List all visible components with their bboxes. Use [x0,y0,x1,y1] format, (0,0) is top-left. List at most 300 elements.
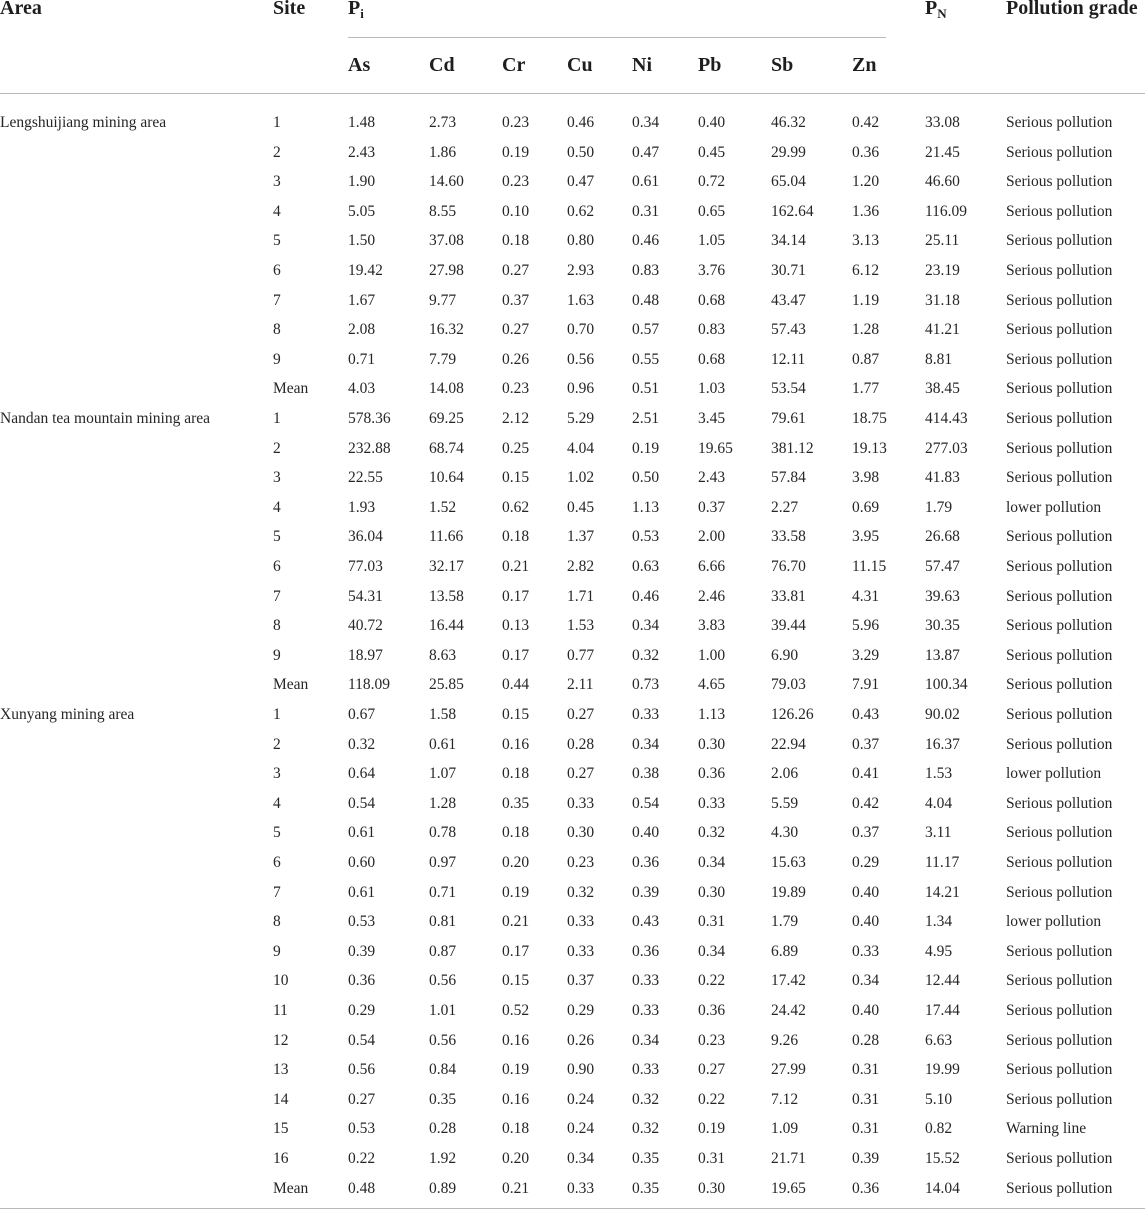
cell-pn: 277.03 [925,439,968,457]
header-site: Site [273,0,306,19]
cell-cd: 68.74 [429,439,464,457]
cell-ni: 0.40 [632,824,660,842]
cell-grade: Serious pollution [1006,735,1113,753]
cell-area: Lengshuijiang mining area [0,114,167,131]
cell-cd: 11.66 [429,528,464,546]
cell-ni: 0.46 [632,232,660,250]
header-bottom-rule [0,93,1145,94]
cell-zn: 3.29 [852,646,880,664]
cell-pn: 12.44 [925,972,960,990]
header-element-ni: Ni [632,54,652,76]
cell-ni: 0.50 [632,469,660,487]
cell-cu: 0.27 [567,706,595,723]
cell-ni: 0.35 [632,1150,660,1167]
cell-ni: 0.34 [632,735,660,753]
cell-grade: Serious pollution [1006,794,1113,812]
cell-sb: 57.84 [771,469,806,487]
cell-site: 9 [273,942,281,960]
cell-pb: 0.36 [698,765,726,783]
cell-site: 9 [273,350,281,368]
cell-pb: 0.30 [698,883,726,901]
cell-zn: 0.40 [852,883,880,901]
cell-grade: Serious pollution [1006,824,1113,842]
cell-zn: 19.13 [852,439,887,457]
cell-ni: 1.13 [632,498,660,516]
cell-ni: 0.32 [632,1090,660,1108]
cell-zn: 1.20 [852,173,880,191]
cell-cu: 0.34 [567,1150,595,1167]
cell-site: 2 [273,735,281,753]
cell-grade: Serious pollution [1006,114,1113,131]
cell-zn: 0.43 [852,706,880,723]
cell-pb: 0.65 [698,202,726,220]
cell-grade: Serious pollution [1006,1061,1113,1079]
cell-cr: 0.62 [502,498,530,516]
cell-site: 1 [273,706,281,723]
cell-pb: 1.03 [698,380,726,398]
cell-grade: Serious pollution [1006,942,1113,960]
cell-cu: 0.37 [567,972,595,990]
cell-grade: lower pollution [1006,765,1102,783]
cell-zn: 0.28 [852,1031,880,1049]
cell-zn: 0.33 [852,942,880,960]
cell-grade: Serious pollution [1006,972,1113,990]
cell-cu: 1.02 [567,469,595,487]
cell-cr: 0.17 [502,942,530,960]
cell-site: 8 [273,913,281,931]
cell-cu: 0.28 [567,735,595,753]
cell-cu: 0.45 [567,498,595,516]
cell-grade: Serious pollution [1006,646,1113,664]
cell-cd: 1.92 [429,1150,457,1167]
cell-cu: 0.24 [567,1120,595,1138]
cell-sb: 162.64 [771,202,814,220]
cell-cd: 25.85 [429,676,464,694]
cell-sb: 7.12 [771,1090,799,1108]
cell-ni: 0.53 [632,528,660,546]
cell-sb: 6.89 [771,942,799,960]
cell-as: 1.67 [348,291,376,309]
cell-ni: 0.55 [632,350,660,368]
cell-ni: 0.31 [632,202,660,220]
cell-cu: 0.26 [567,1031,595,1049]
cell-grade: Serious pollution [1006,1179,1113,1197]
cell-cd: 0.89 [429,1179,457,1197]
cell-ni: 0.36 [632,942,660,960]
cell-grade: Serious pollution [1006,469,1113,487]
cell-pn: 4.04 [925,794,953,812]
cell-pb: 0.83 [698,321,726,339]
cell-zn: 4.31 [852,587,880,605]
cell-sb: 79.03 [771,676,806,694]
cell-grade: Serious pollution [1006,1031,1113,1049]
cell-zn: 1.19 [852,291,880,309]
cell-grade: lower pollution [1006,913,1102,931]
cell-cr: 0.27 [502,321,530,339]
cell-as: 578.36 [348,410,391,427]
cell-grade: Serious pollution [1006,173,1113,191]
cell-pb: 2.46 [698,587,726,605]
cell-sb: 5.59 [771,794,799,812]
cell-site: 3 [273,173,281,191]
cell-pn: 6.63 [925,1031,953,1049]
cell-sb: 79.61 [771,410,806,427]
cell-grade: Serious pollution [1006,883,1113,901]
cell-zn: 0.42 [852,794,880,812]
cell-cr: 0.25 [502,439,530,457]
cell-zn: 0.31 [852,1090,880,1108]
cell-grade: Serious pollution [1006,676,1113,694]
cell-cu: 0.32 [567,883,595,901]
cell-pb: 0.45 [698,143,726,161]
cell-zn: 3.95 [852,528,880,546]
cell-ni: 0.38 [632,765,660,783]
cell-site: 5 [273,232,281,250]
cell-grade: Serious pollution [1006,380,1113,398]
cell-zn: 0.37 [852,735,880,753]
cell-cd: 0.78 [429,824,457,842]
cell-as: 54.31 [348,587,383,605]
cell-pn: 26.68 [925,528,960,546]
cell-pn: 14.04 [925,1179,960,1197]
cell-cu: 0.23 [567,854,595,871]
cell-sb: 4.30 [771,824,799,842]
cell-zn: 1.36 [852,202,880,220]
cell-pb: 0.32 [698,824,726,842]
cell-grade: Serious pollution [1006,854,1113,871]
cell-site: 4 [273,794,281,812]
cell-cd: 0.97 [429,854,457,871]
cell-area: Nandan tea mountain mining area [0,410,211,427]
cell-pb: 0.30 [698,1179,726,1197]
cell-as: 0.64 [348,765,376,783]
cell-zn: 0.37 [852,824,880,842]
cell-pn: 39.63 [925,587,960,605]
cell-site: 8 [273,617,281,635]
cell-zn: 0.31 [852,1061,880,1079]
cell-pb: 0.34 [698,854,726,871]
cell-cr: 0.21 [502,558,530,575]
table-bottom-rule [0,1208,1145,1209]
cell-as: 5.05 [348,202,376,220]
cell-cr: 0.23 [502,380,530,398]
cell-sb: 6.90 [771,646,799,664]
cell-cd: 8.63 [429,646,457,664]
cell-cd: 0.87 [429,942,457,960]
cell-pn: 11.17 [925,854,960,871]
header-element-pb: Pb [698,54,722,76]
cell-site: 1 [273,114,281,131]
cell-pb: 0.72 [698,173,726,191]
cell-cd: 0.56 [429,972,457,990]
cell-grade: Serious pollution [1006,1150,1113,1167]
cell-zn: 5.96 [852,617,880,635]
cell-cr: 0.23 [502,114,530,131]
cell-as: 40.72 [348,617,383,635]
cell-cu: 1.37 [567,528,595,546]
cell-cd: 32.17 [429,558,464,575]
cell-as: 0.29 [348,1002,376,1019]
cell-site: 4 [273,202,281,220]
cell-cu: 0.70 [567,321,595,339]
cell-cd: 1.52 [429,498,457,516]
header-element-cd: Cd [429,54,455,76]
cell-ni: 0.39 [632,883,660,901]
cell-as: 118.09 [348,676,391,694]
cell-sb: 17.42 [771,972,806,990]
cell-sb: 30.71 [771,262,806,279]
cell-cr: 0.20 [502,1150,530,1167]
cell-as: 0.53 [348,1120,376,1138]
cell-sb: 43.47 [771,291,806,309]
cell-cd: 27.98 [429,262,464,279]
cell-cu: 0.80 [567,232,595,250]
cell-zn: 3.98 [852,469,880,487]
cell-pn: 30.35 [925,617,960,635]
cell-ni: 0.73 [632,676,660,694]
cell-ni: 0.48 [632,291,660,309]
cell-cr: 0.21 [502,1179,530,1197]
cell-site: 15 [273,1120,289,1138]
cell-cu: 0.77 [567,646,595,664]
cell-pn: 1.34 [925,913,953,931]
cell-grade: Serious pollution [1006,291,1113,309]
cell-pn: 38.45 [925,380,960,398]
cell-pb: 1.05 [698,232,726,250]
cell-cu: 0.33 [567,942,595,960]
cell-pn: 57.47 [925,558,960,575]
header-pollution-grade: Pollution grade [1006,0,1138,19]
cell-ni: 0.35 [632,1179,660,1197]
cell-pn: 46.60 [925,173,960,191]
cell-as: 0.36 [348,972,376,990]
cell-cr: 0.37 [502,291,530,309]
cell-pb: 0.36 [698,1002,726,1019]
cell-cr: 0.27 [502,262,530,279]
cell-sb: 27.99 [771,1061,806,1079]
cell-cu: 2.93 [567,262,595,279]
cell-ni: 0.61 [632,173,660,191]
header-element-cu: Cu [567,54,593,76]
cell-cd: 2.73 [429,114,457,131]
cell-pb: 4.65 [698,676,726,694]
header-element-as: As [348,54,371,76]
cell-pn: 13.87 [925,646,960,664]
cell-sb: 1.09 [771,1120,799,1138]
cell-site: 3 [273,469,281,487]
cell-pn: 23.19 [925,262,960,279]
cell-cr: 0.10 [502,202,530,220]
header-element-cr: Cr [502,54,526,76]
cell-pn: 21.45 [925,143,960,161]
cell-cr: 0.18 [502,1120,530,1138]
cell-cr: 0.44 [502,676,530,694]
cell-pn: 33.08 [925,114,960,131]
cell-as: 0.32 [348,735,376,753]
cell-cd: 69.25 [429,410,464,427]
cell-cd: 9.77 [429,291,457,309]
cell-zn: 18.75 [852,410,887,427]
cell-pb: 19.65 [698,439,733,457]
cell-cr: 0.21 [502,913,530,931]
cell-pb: 2.00 [698,528,726,546]
cell-ni: 0.46 [632,587,660,605]
cell-cr: 0.17 [502,646,530,664]
cell-area: Xunyang mining area [0,706,135,723]
cell-cd: 37.08 [429,232,464,250]
cell-sb: 2.27 [771,498,799,516]
cell-cr: 0.26 [502,350,530,368]
cell-cr: 0.16 [502,735,530,753]
cell-ni: 0.19 [632,439,660,457]
cell-site: 9 [273,646,281,664]
cell-pb: 6.66 [698,558,726,575]
cell-zn: 0.36 [852,1179,880,1197]
cell-cr: 0.35 [502,794,530,812]
cell-pb: 0.33 [698,794,726,812]
cell-site: 2 [273,143,281,161]
cell-pn: 0.82 [925,1120,953,1138]
cell-cr: 0.18 [502,765,530,783]
cell-pb: 0.19 [698,1120,726,1138]
cell-as: 0.27 [348,1090,376,1108]
cell-pn: 100.34 [925,676,968,694]
cell-as: 77.03 [348,558,383,575]
cell-ni: 0.36 [632,854,660,871]
cell-ni: 0.43 [632,913,660,931]
cell-pn: 90.02 [925,706,960,723]
header-area: Area [0,0,42,19]
cell-site: 7 [273,587,281,605]
cell-cu: 1.53 [567,617,595,635]
cell-ni: 0.32 [632,1120,660,1138]
cell-cu: 2.82 [567,558,595,575]
cell-grade: Serious pollution [1006,202,1113,220]
cell-cr: 0.23 [502,173,530,191]
cell-pb: 0.31 [698,1150,726,1167]
cell-ni: 0.33 [632,972,660,990]
cell-cu: 0.50 [567,143,595,161]
cell-cr: 0.20 [502,854,530,871]
cell-ni: 0.47 [632,143,660,161]
cell-sb: 381.12 [771,439,814,457]
cell-cr: 0.19 [502,883,530,901]
cell-cu: 0.29 [567,1002,595,1019]
cell-grade: Serious pollution [1006,350,1113,368]
cell-sb: 53.54 [771,380,806,398]
cell-sb: 19.89 [771,883,806,901]
cell-pn: 414.43 [925,410,968,427]
cell-site: 7 [273,883,281,901]
cell-pn: 4.95 [925,942,953,960]
cell-zn: 0.87 [852,350,880,368]
cell-sb: 39.44 [771,617,806,635]
cell-site: 8 [273,321,281,339]
cell-pb: 0.31 [698,913,726,931]
cell-grade: Serious pollution [1006,410,1113,427]
cell-cd: 0.71 [429,883,457,901]
cell-cr: 0.13 [502,617,530,635]
cell-cr: 0.16 [502,1031,530,1049]
cell-site: 6 [273,854,281,871]
cell-sb: 22.94 [771,735,806,753]
cell-grade: Warning line [1006,1120,1087,1138]
cell-as: 0.67 [348,706,376,723]
cell-pb: 0.23 [698,1031,726,1049]
cell-zn: 0.39 [852,1150,880,1167]
cell-ni: 0.33 [632,1061,660,1079]
cell-cd: 0.28 [429,1120,457,1138]
cell-zn: 0.29 [852,854,880,871]
cell-cu: 2.11 [567,676,594,694]
cell-site: 5 [273,824,281,842]
cell-grade: lower pollution [1006,498,1102,516]
cell-cr: 0.16 [502,1090,530,1108]
cell-grade: Serious pollution [1006,706,1113,723]
cell-grade: Serious pollution [1006,1090,1113,1108]
cell-cr: 2.12 [502,410,530,427]
cell-as: 1.48 [348,114,376,131]
cell-pb: 0.30 [698,735,726,753]
cell-grade: Serious pollution [1006,528,1113,546]
cell-cu: 0.56 [567,350,595,368]
cell-pn: 16.37 [925,735,960,753]
cell-pn: 19.99 [925,1061,960,1079]
cell-as: 0.54 [348,794,376,812]
cell-as: 0.22 [348,1150,376,1167]
cell-cd: 14.08 [429,380,464,398]
cell-zn: 11.15 [852,558,887,575]
cell-as: 0.54 [348,1031,376,1049]
cell-cu: 5.29 [567,410,595,427]
cell-zn: 0.31 [852,1120,880,1138]
cell-ni: 0.34 [632,1031,660,1049]
cell-ni: 0.51 [632,380,660,398]
cell-cr: 0.15 [502,972,530,990]
cell-pn: 3.11 [925,824,952,842]
cell-as: 0.61 [348,824,376,842]
cell-site: 7 [273,291,281,309]
cell-site: 13 [273,1061,289,1079]
cell-as: 0.61 [348,883,376,901]
cell-pb: 0.40 [698,114,726,131]
cell-site: 1 [273,410,281,427]
cell-cu: 0.90 [567,1061,595,1079]
pi-group-rule [348,37,886,38]
cell-cu: 0.33 [567,794,595,812]
cell-sb: 21.71 [771,1150,806,1167]
cell-zn: 0.40 [852,1002,880,1019]
cell-ni: 2.51 [632,410,660,427]
header-element-sb: Sb [771,54,794,76]
cell-pb: 2.43 [698,469,726,487]
cell-as: 232.88 [348,439,391,457]
cell-cd: 10.64 [429,469,464,487]
cell-cd: 8.55 [429,202,457,220]
cell-cd: 1.01 [429,1002,457,1019]
cell-cd: 14.60 [429,173,464,191]
cell-site: 12 [273,1031,289,1049]
cell-as: 1.50 [348,232,376,250]
cell-site: 10 [273,972,289,990]
cell-zn: 0.34 [852,972,880,990]
cell-cu: 1.63 [567,291,595,309]
cell-pn: 14.21 [925,883,960,901]
cell-sb: 126.26 [771,706,814,723]
cell-pb: 1.00 [698,646,726,664]
cell-cu: 4.04 [567,439,595,457]
cell-sb: 12.11 [771,350,806,368]
